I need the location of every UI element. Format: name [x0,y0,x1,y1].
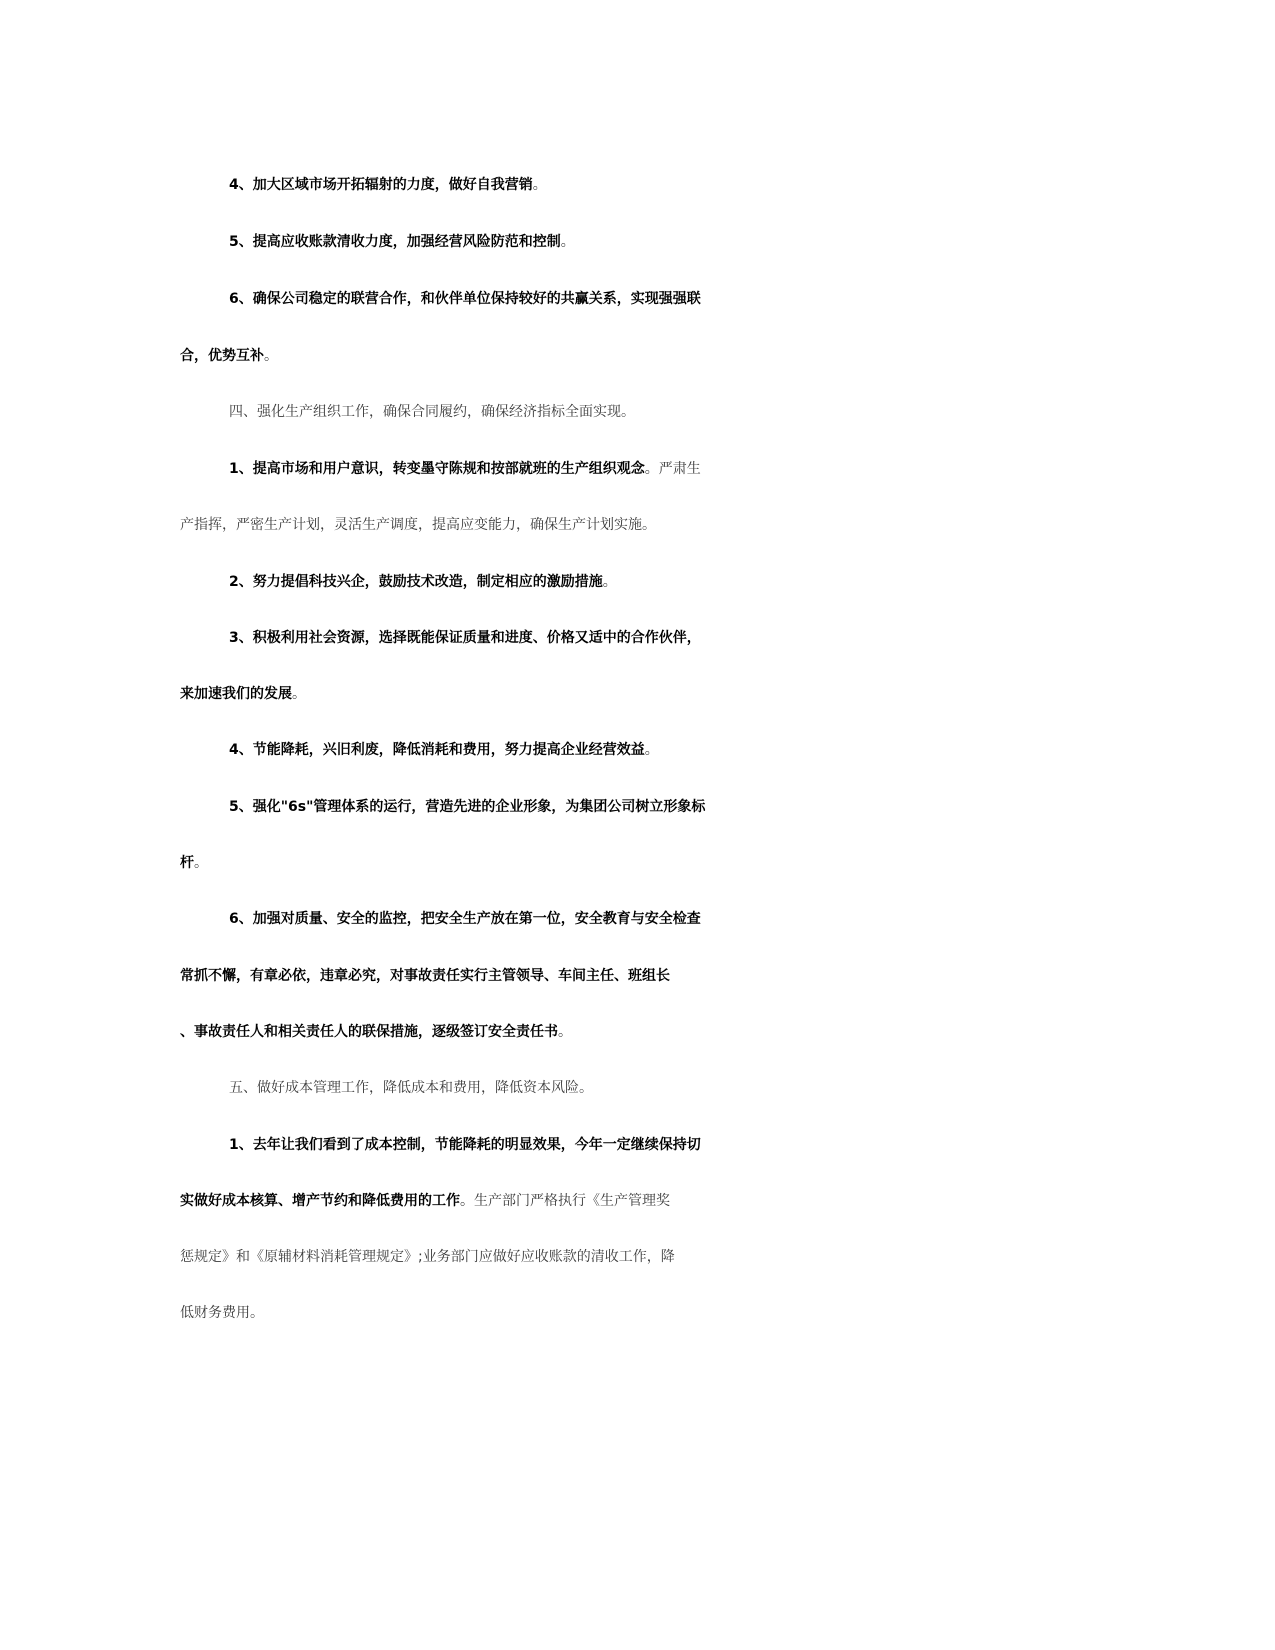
text-run: 。 [644,742,659,758]
text-line-5 [0,397,1275,427]
text-run: 1、去年让我们看到了成本控制，节能降耗的明显效果，今年一定继续保持切 [229,1137,701,1153]
text-run: 低财务费用。 [180,1305,264,1321]
text-line-16 [0,1017,1275,1047]
text-run: 。 [194,855,208,871]
text-line-4 [0,341,1275,371]
text-line-2 [0,227,1275,257]
text-run: 常抓不懈，有章必依，违章必究，对事故责任实行主管领导、车间主任、班组长 [180,968,670,984]
text-run: 生产部门严格执行《生产管理奖 [474,1193,670,1209]
text-run: 严肃生 [658,461,701,477]
text-run: 3、积极利用社会资源，选择既能保证质量和进度、价格又适中的合作伙伴， [229,630,701,646]
text-run: 5、强化"6s"管理体系的运行，营造先进的企业形象，为集团公司树立形象标 [229,799,706,815]
text-run: 6、确保公司稳定的联营合作，和伙伴单位保持较好的共赢关系，实现强强联 [229,291,701,307]
text-run: 实做好成本核算、增产节约和降低费用的工作 [180,1193,460,1209]
text-run: 4、加大区域市场开拓辐射的力度，做好自我营销 [229,177,533,193]
text-run: 。 [558,1024,572,1040]
text-line-19 [0,1186,1275,1216]
text-run: 1、提高市场和用户意识，转变墨守陈规和按部就班的生产组织观念 [229,461,645,477]
text-line-21 [0,1298,1275,1328]
text-line-11 [0,735,1275,765]
text-line-6 [0,454,1275,484]
text-run: 5、提高应收账款清收力度，加强经营风险防范和控制 [229,234,561,250]
text-line-17 [0,1073,1275,1103]
text-run: 五、做好成本管理工作，降低成本和费用，降低资本风险。 [229,1080,593,1096]
text-run: 2、努力提倡科技兴企，鼓励技术改造，制定相应的激励措施 [229,574,603,590]
text-line-20 [0,1242,1275,1272]
text-line-12 [0,792,1275,822]
text-line-8 [0,567,1275,597]
text-run: 来加速我们的发展 [180,686,292,702]
text-line-3 [0,284,1275,314]
text-line-18 [0,1130,1275,1160]
text-run: 。 [292,686,306,702]
text-run: 合，优势互补 [180,348,264,364]
text-run: 6、加强对质量、安全的监控，把安全生产放在第一位，安全教育与安全检查 [229,911,701,927]
text-run: 。 [602,574,617,590]
text-line-14 [0,904,1275,934]
text-run: 产指挥，严密生产计划，灵活生产调度，提高应变能力，确保生产计划实施。 [180,517,656,533]
text-run: 4、节能降耗，兴旧利废，降低消耗和费用，努力提高企业经营效益 [229,742,645,758]
text-line-13 [0,848,1275,878]
text-run: 。 [532,177,547,193]
text-run: 。 [460,1193,474,1209]
text-line-10 [0,679,1275,709]
text-run: 、事故责任人和相关责任人的联保措施，逐级签订安全责任书 [180,1024,558,1040]
text-run: 。 [264,348,278,364]
text-run: 。 [644,461,659,477]
text-run: 。 [560,234,575,250]
text-line-7 [0,510,1275,540]
text-line-9 [0,623,1275,653]
text-run: 四、强化生产组织工作，确保合同履约，确保经济指标全面实现。 [229,404,635,420]
text-run: 惩规定》和《原辅材料消耗管理规定》;业务部门应做好应收账款的清收工作，降 [180,1249,675,1265]
text-line-1 [0,170,1275,200]
text-run: 杆 [180,855,194,871]
text-line-15 [0,961,1275,991]
